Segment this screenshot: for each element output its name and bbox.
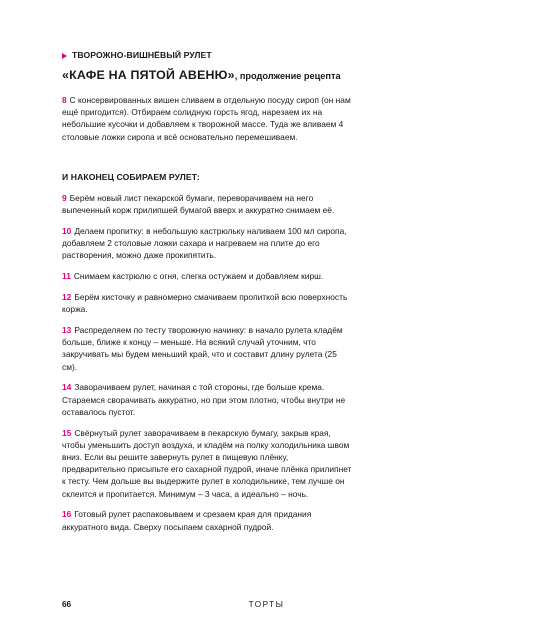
step-text: Заворачиваем рулет, начиная с той стороны, где больше крема. Стараемся сворачивать аккуратно, но при этом плотно, чтобы внутри не оставалось пустот. (62, 382, 346, 417)
step-number: 12 (62, 292, 72, 303)
recipe-body (62, 94, 354, 541)
recipe-title-main: «КАФЕ НА ПЯТОЙ АВЕНЮ» (62, 68, 235, 82)
step-number: 13 (62, 325, 72, 336)
step-number: 10 (62, 226, 72, 237)
step-text: Берём кисточку и равномерно смачиваем пропиткой всю поверхность коржа. (62, 292, 348, 315)
page-footer (0, 600, 533, 614)
step-16 (62, 508, 354, 532)
step-text: Делаем пропитку: в небольшую кастрюльку наливаем 100 мл сиропа, добавляем 2 столовые ложки сахара и нагреваем на плите до его растворения, можно даже прокипятить. (62, 226, 347, 261)
step-text: Распределяем по тесту творожную начинку: в начало рулета кладём больше, ближе к концу – меньше. На всякий случай уточним, что закручивать мы будем меньший край, что и составит длину рулета (25 см). (62, 325, 343, 372)
step-11 (62, 270, 354, 282)
kicker-text: ТВОРОЖНО-ВИШНЁВЫЙ РУЛЕТ (72, 50, 212, 60)
step-15 (62, 427, 354, 500)
step-text: Берём новый лист пекарской бумаги, переворачиваем на него выпеченный корж прилипшей бумагой вверх и аккуратно снимаем её. (62, 193, 335, 216)
step-number: 16 (62, 509, 72, 520)
step-number: 9 (62, 193, 67, 204)
page-number: 66 (62, 600, 72, 609)
section-heading: И НАКОНЕЦ СОБИРАЕМ РУЛЕТ: (62, 171, 200, 182)
running-title: ТОРТЫ (248, 600, 285, 609)
step-number: 11 (62, 271, 71, 282)
recipe-kicker (62, 50, 482, 61)
step-text: С консервированных вишен сливаем в отдельную посуду сироп (он нам ещё пригодится). Отбираем солидную горсть ягод, нарезаем их на небольшие кусочки и добавляем к творожной массе. Туда же вливаем 4 столовые ложки сиропа и всё основательно перемешиваем. (62, 95, 351, 142)
triangle-bullet-icon (62, 53, 67, 59)
step-number: 14 (62, 382, 72, 393)
step-12 (62, 291, 354, 315)
step-text: Снимаем кастрюлю с огня, слегка остужаем и добавляем кирш. (73, 271, 324, 282)
step-number: 15 (62, 427, 72, 438)
recipe-title (62, 68, 482, 83)
step-text: Готовый рулет распаковываем и срезаем края для придания аккуратного вида. Сверху посыпаем сахарной пудрой. (62, 509, 312, 532)
step-text: Свёрнутый рулет заворачиваем в пекарскую бумагу, закрыв края, чтобы уменьшить доступ воздуха, и кладём на полку холодильника швом вниз. Если вы решите завернуть рулет в пищевую плёнку, предварительно присыпьте его сахарной пудрой, иначе плёнка прилипнет к тесту. Чем дольше вы выдержите рулет в холодильнике, тем лучше он склеится и пропитается. Минимум – 3 часа, а идеально – ночь. (62, 427, 352, 499)
step-14 (62, 381, 354, 418)
step-10 (62, 225, 354, 262)
step-13 (62, 324, 354, 373)
step-8 (62, 94, 354, 143)
step-number: 8 (62, 95, 67, 105)
step-9 (62, 192, 354, 216)
recipe-header (62, 50, 482, 83)
recipe-title-sub: , продолжение рецепта (234, 71, 341, 81)
